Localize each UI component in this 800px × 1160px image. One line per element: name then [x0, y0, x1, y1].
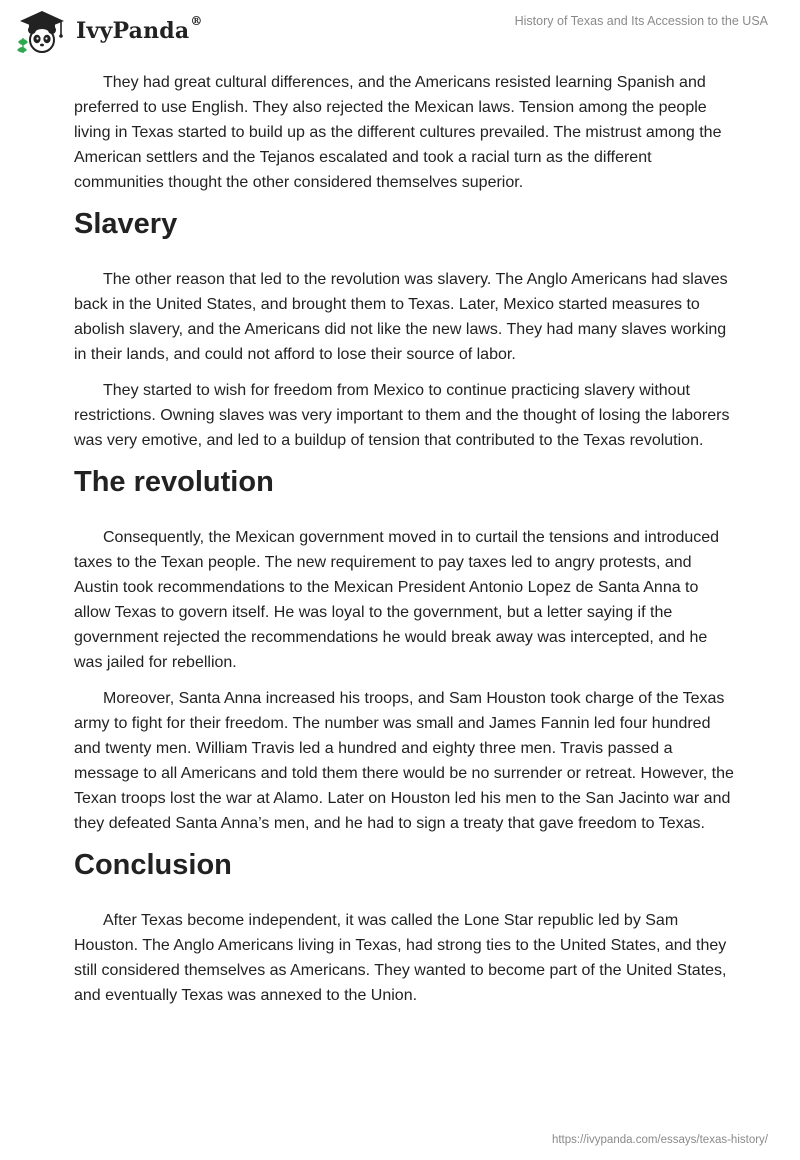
slavery-paragraph-2: They started to wish for freedom from Mexico to continue practicing slavery without restrictions. Owning slaves was very important to them and the thought of losing the laborers was very emotive, and led to a buildup of tension that contributed to the Texas revolution.: [74, 382, 730, 449]
essay-content: [74, 70, 734, 1019]
revolution-paragraph-1: Consequently, the Mexican government moved in to curtail the tensions and introduced taxes to the Texan people. The new requirement to pay taxes led to angry protests, and Austin took recommendations to the Mexican President Antonio Lopez de Santa Anna to allow Texas to govern itself. He was loyal to the government, but a letter saying if the government rejected the recommendations he would break away was intercepted, and he was jailed for rebellion.: [74, 529, 720, 671]
brand-logo-link[interactable]: [14, 8, 203, 54]
panda-graduate-logo-icon: [14, 8, 70, 54]
heading-conclusion: Conclusion: [74, 849, 232, 881]
intro-paragraph: They had great cultural differences, and the Americans resisted learning Spanish and preferred to use English. They also rejected the Mexican laws. Tension among the people living in Texas started to build up as the different cultures prevailed. The mistrust among the American settlers and the Tejanos escalated and took a racial turn as the different communities thought the other considered themselves superior.: [74, 74, 722, 191]
slavery-paragraph-1: The other reason that led to the revolution was slavery. The Anglo Americans had slaves back in the United States, and brought them to Texas. Later, Mexico started measures to abolish slavery, and the Americans did not like the new laws. They had many slaves working in their lands, and could not afford to lose their source of labor.: [74, 271, 728, 363]
source-url[interactable]: https://ivypanda.com/essays/texas-history/: [551, 1134, 768, 1146]
revolution-paragraph-2: Moreover, Santa Anna increased his troops, and Sam Houston took charge of the Texas army to fight for their freedom. The number was small and James Fannin led four hundred and twenty men. William Travis led a hundred and eighty three men. Travis passed a message to all Americans and told them there would be no surrender or retreat. However, the Texan troops lost the war at Alamo. Later on Houston led his men to the San Jacinto war and they defeated Santa Anna’s men, and he had to sign a treaty that gave freedom to Texas.: [74, 690, 734, 832]
heading-slavery: Slavery: [74, 208, 178, 240]
document-title: History of Texas and Its Accession to the USA: [514, 14, 768, 28]
registered-mark: ®: [190, 14, 203, 28]
brand-name: IvyPanda®: [76, 14, 203, 44]
page-header: [0, 0, 800, 60]
heading-revolution: The revolution: [74, 466, 274, 498]
conclusion-paragraph-1: After Texas become independent, it was called the Lone Star republic led by Sam Houston. The Anglo Americans living in Texas, had strong ties to the United States, and they still considered themselves as Americans. They wanted to become part of the United States, and eventually Texas was annexed to the Union.: [74, 912, 727, 1004]
